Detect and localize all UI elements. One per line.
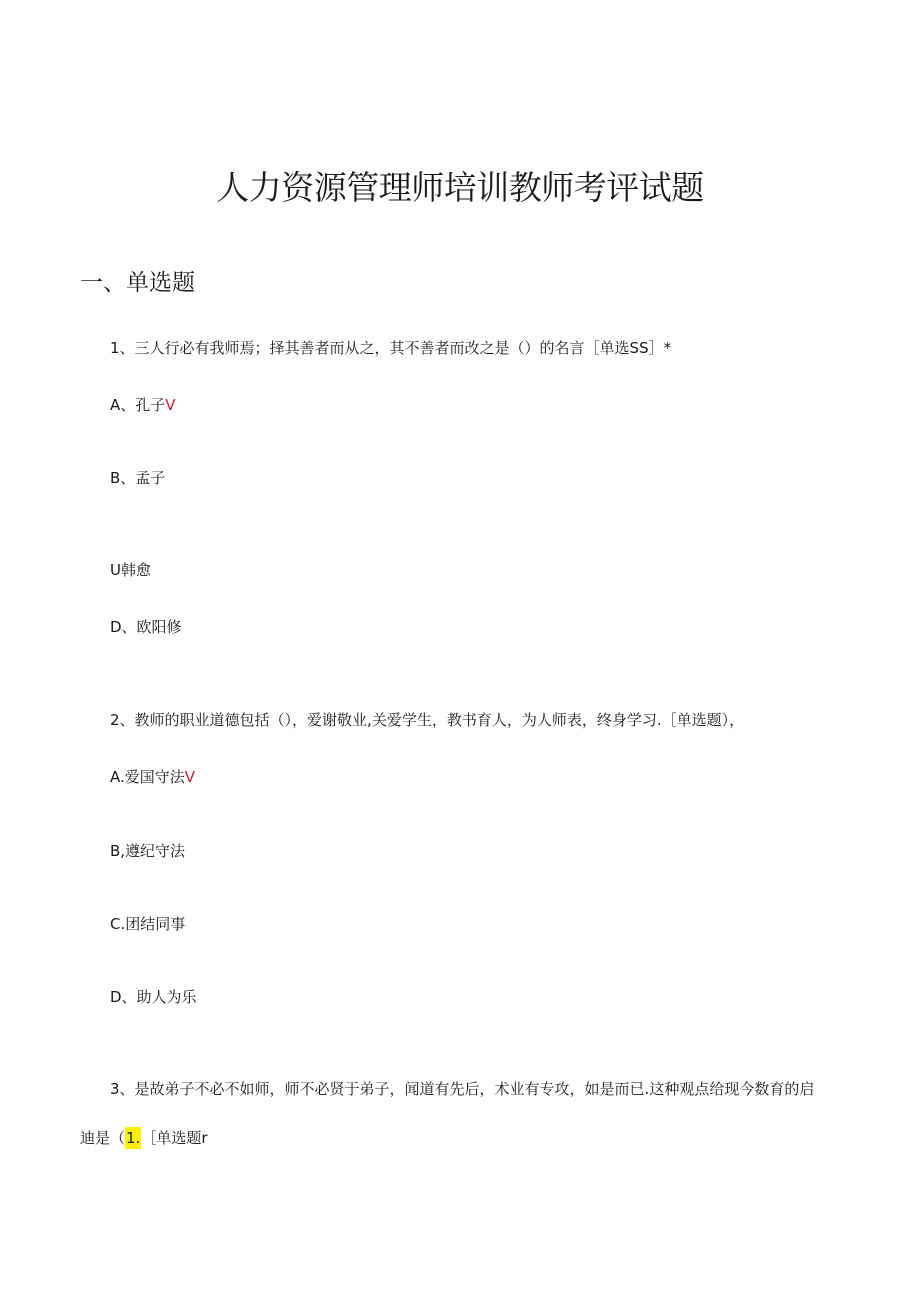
highlight-mark: 1.: [126, 1129, 141, 1147]
question-2-text: 2、教师的职业道德包括（），爱谢敬业,关爱学生，教书育人，为人师表，终身学习.［单选题），: [110, 711, 745, 729]
option-label: B、孟子: [110, 469, 166, 487]
document-title: 人力资源管理师培训教师考评试题: [216, 168, 704, 207]
section-heading: 一、单选题: [80, 270, 195, 296]
option-label: C.团结同事: [110, 915, 186, 933]
question-3-text-line-1: 3、是故弟子不必不如师，师不必贤于弟子，闻道有先后，术业有专攻，如是而已.这种观点给现今数育的启: [110, 1080, 815, 1098]
option-label: D、欧阳修: [110, 618, 182, 636]
option-label: A.爱国守法: [110, 768, 185, 786]
question-1-option-c[interactable]: [110, 559, 151, 581]
question-1-option-d[interactable]: [110, 616, 182, 638]
correct-mark-icon: V: [184, 768, 196, 786]
question-1-option-b[interactable]: [110, 467, 165, 489]
option-label: A、孔子: [110, 396, 166, 414]
question-1-text: 1、三人行必有我师焉；择其善者而从之，其不善者而改之是（）的名言［单选SS］*: [110, 339, 672, 357]
question-3-suffix: ［单选题r: [141, 1129, 208, 1147]
question-2-option-c[interactable]: [110, 913, 185, 935]
question-2-option-a[interactable]: [110, 766, 195, 788]
question-2-option-b[interactable]: [110, 840, 185, 862]
option-label: D、助人为乐: [110, 988, 197, 1006]
correct-mark-icon: V: [165, 396, 176, 414]
question-1-option-a[interactable]: [110, 394, 176, 416]
question-2-option-d[interactable]: [110, 986, 197, 1008]
option-label: B,遵纪守法: [110, 842, 186, 860]
question-3-text-line-2: [80, 1127, 208, 1149]
option-label: U韩愈: [110, 561, 151, 579]
question-3-prefix: 迪是（: [80, 1129, 126, 1147]
